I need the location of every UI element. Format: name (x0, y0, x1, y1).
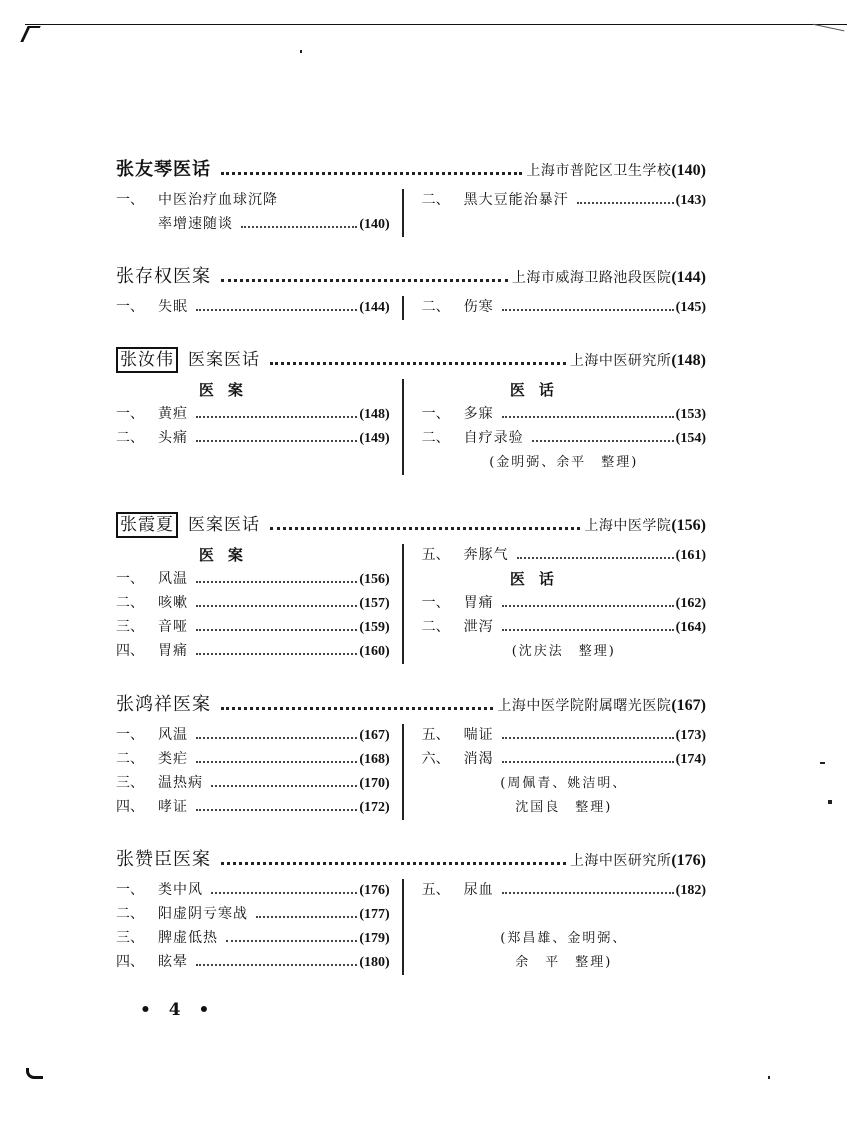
toc-item[interactable] (422, 296, 706, 320)
toc-item[interactable] (116, 724, 390, 748)
left-column (116, 879, 404, 975)
item-title: 率增速随谈 (158, 216, 233, 232)
dot-leader (502, 416, 674, 418)
institution: 上海中医研究所 (569, 353, 672, 369)
right-column (404, 296, 706, 320)
item-title: 温热病 (158, 775, 203, 791)
item-title: 脾虚低热 (158, 930, 218, 946)
item-number: 一、 (116, 192, 144, 208)
toc-item[interactable] (116, 879, 390, 903)
dot-leader (517, 557, 674, 559)
item-page-ref: (170) (359, 776, 390, 791)
page-ref: (156) (671, 517, 706, 534)
item-title: 中医治疗血球沉降 (158, 192, 278, 208)
item-title: 尿血 (463, 882, 494, 898)
item-title: 泄泻 (463, 619, 494, 635)
right-column (404, 379, 706, 475)
item-page-ref: (160) (359, 644, 390, 659)
toc-item[interactable] (116, 927, 390, 951)
right-column (404, 724, 706, 820)
item-number: 二、 (421, 192, 450, 208)
institution: 上海中医学院附属曙光医院 (497, 698, 672, 714)
dot-leader (270, 527, 580, 530)
author-name: 张赞臣医案 (116, 849, 211, 870)
institution: 上海市威海卫路池段医院 (511, 270, 672, 286)
item-page-ref: (180) (359, 955, 390, 970)
item-number: 一、 (116, 299, 144, 315)
entry-columns (116, 544, 706, 664)
item-title: 喘证 (463, 727, 494, 743)
toc-entry (116, 262, 706, 320)
page-ref: (167) (671, 697, 706, 714)
dot-leader (532, 440, 674, 442)
item-page-ref: (182) (675, 883, 706, 898)
institution: 上海中医研究所 (569, 853, 672, 869)
item-number: 三、 (116, 775, 144, 791)
item-title: 咳嗽 (158, 595, 188, 611)
scan-top-rule (25, 24, 847, 25)
institution: 上海市普陀区卫生学校 (526, 163, 672, 179)
toc-item[interactable] (116, 403, 390, 427)
item-number: 一、 (116, 406, 144, 422)
dot-leader (196, 309, 357, 311)
page-ref: (148) (671, 352, 706, 369)
institution: 上海中医学院 (584, 518, 672, 534)
dot-leader (502, 892, 674, 894)
item-title: 风温 (158, 727, 188, 743)
item-page-ref: (176) (359, 883, 390, 898)
item-title: 风温 (158, 571, 188, 587)
item-page-ref: (144) (359, 300, 390, 315)
left-column (116, 189, 404, 237)
toc-item[interactable] (422, 403, 706, 427)
entry-columns (116, 379, 706, 475)
dot-leader (196, 629, 357, 631)
item-page-ref: (157) (359, 596, 390, 611)
section-heading: 医案 (198, 546, 257, 564)
toc-item[interactable] (116, 213, 390, 237)
item-page-ref: (143) (675, 193, 706, 208)
toc-item[interactable] (116, 189, 390, 213)
item-page-ref: (153) (675, 407, 706, 422)
toc-item[interactable] (422, 544, 706, 568)
dot-leader (577, 202, 674, 204)
item-page-ref: (167) (359, 728, 390, 743)
entry-heading[interactable] (116, 345, 706, 373)
left-column (116, 724, 404, 820)
dot-leader (502, 309, 674, 311)
item-number: 一、 (421, 406, 450, 422)
item-number: 二、 (116, 430, 144, 446)
toc-item[interactable] (116, 951, 390, 975)
item-number: 四、 (116, 643, 144, 659)
entry-type: 医案医话 (188, 350, 260, 370)
item-page-ref: (145) (675, 300, 706, 315)
item-page-ref: (156) (359, 572, 390, 587)
toc-entry (116, 345, 706, 475)
item-number: 六、 (421, 751, 450, 767)
editor-credit: (周佩青、姚洁明、 (500, 776, 628, 791)
item-title: 阳虚阴亏寒战 (158, 906, 248, 922)
item-number: 一、 (116, 571, 144, 587)
entry-columns (116, 724, 706, 820)
item-page-ref: (177) (359, 907, 390, 922)
item-number: 一、 (116, 727, 144, 743)
item-page-ref: (173) (675, 728, 706, 743)
dot-leader (196, 416, 357, 418)
toc-item[interactable] (422, 592, 706, 616)
item-title: 黄疸 (158, 406, 188, 422)
dot-leader (221, 862, 566, 865)
item-title: 类疟 (158, 751, 188, 767)
item-page-ref: (159) (359, 620, 390, 635)
dot-leader (502, 737, 674, 739)
editor-credit: 余 平 整理) (515, 955, 613, 970)
toc-item[interactable] (422, 879, 706, 903)
scan-corner-mark-bottom-left (26, 1068, 43, 1079)
editor-credit: 沈国良 整理) (515, 800, 613, 815)
item-page-ref: (154) (675, 431, 706, 446)
scan-speck (768, 1076, 770, 1079)
dot-leader (196, 964, 357, 966)
toc-item[interactable] (116, 748, 390, 772)
toc-entry (116, 155, 706, 237)
dot-leader (241, 226, 357, 228)
page-ref: (176) (671, 852, 706, 869)
item-page-ref: (161) (675, 548, 706, 563)
editor-credit: (沈庆法 整理) (511, 644, 616, 659)
scan-corner-mark-top-right (812, 24, 845, 38)
toc-item[interactable] (116, 796, 390, 820)
item-title: 伤寒 (463, 299, 494, 315)
item-number: 二、 (421, 299, 450, 315)
item-number: 二、 (421, 430, 450, 446)
dot-leader (196, 605, 357, 607)
dot-leader (256, 916, 357, 918)
item-number: 三、 (116, 930, 144, 946)
spacer (422, 903, 706, 927)
item-title: 胃痛 (158, 643, 188, 659)
item-number: 五、 (421, 727, 450, 743)
item-title: 音哑 (158, 619, 188, 635)
page-ref: (144) (671, 269, 706, 286)
entry-columns (116, 879, 706, 975)
toc-item[interactable] (422, 427, 706, 451)
item-page-ref: (162) (675, 596, 706, 611)
author-name: 张存权医案 (116, 266, 211, 287)
author-name: 张友琴医话 (116, 159, 211, 180)
item-title: 胃痛 (463, 595, 494, 611)
entry-type: 医案医话 (188, 515, 260, 535)
item-number: 五、 (421, 882, 450, 898)
author-name: 张鸿祥医案 (116, 694, 211, 715)
item-title: 多寐 (463, 406, 494, 422)
toc-item[interactable] (422, 189, 706, 213)
dot-leader (502, 629, 674, 631)
author-name: 张汝伟 (116, 347, 178, 373)
dot-leader (196, 809, 357, 811)
item-page-ref: (179) (359, 931, 390, 946)
item-number: 二、 (116, 751, 144, 767)
entry-columns (116, 189, 706, 237)
item-title: 眩晕 (158, 954, 188, 970)
item-title: 自疗录验 (463, 430, 524, 446)
editor-credit: (金明弼、余平 整理) (489, 455, 639, 470)
author-name: 张霞夏 (116, 512, 178, 538)
entry-heading[interactable] (116, 510, 706, 538)
entry-columns (116, 296, 706, 320)
dot-leader (211, 892, 357, 894)
item-title: 哮证 (158, 799, 188, 815)
toc-item[interactable] (116, 592, 390, 616)
scan-speck (820, 762, 825, 764)
item-title: 消渴 (463, 751, 494, 767)
right-column (404, 544, 706, 664)
item-page-ref: (148) (359, 407, 390, 422)
toc-item[interactable] (422, 724, 706, 748)
dot-leader (221, 279, 508, 282)
dot-leader (502, 761, 674, 763)
dot-leader (196, 761, 357, 763)
toc-item[interactable] (116, 772, 390, 796)
dot-leader (196, 440, 357, 442)
item-title: 黑大豆能治暴汗 (463, 192, 569, 208)
dot-leader (502, 605, 674, 607)
item-page-ref: (172) (359, 800, 390, 815)
right-column (404, 189, 706, 237)
section-heading: 医案 (198, 381, 257, 399)
toc-entry (116, 690, 706, 820)
section-heading: 医话 (509, 570, 568, 588)
entry-heading[interactable] (116, 155, 706, 183)
item-page-ref: (164) (675, 620, 706, 635)
item-number: 五、 (421, 547, 450, 563)
toc-item[interactable] (116, 616, 390, 640)
toc-entry (116, 510, 706, 664)
item-number: 四、 (116, 799, 144, 815)
left-column (116, 296, 404, 320)
toc-item[interactable] (116, 427, 390, 451)
page-ref: (140) (671, 162, 706, 179)
item-number: 一、 (116, 882, 144, 898)
dot-leader (270, 362, 566, 365)
entry-heading[interactable] (116, 690, 706, 718)
page-number: • 4 • (140, 1000, 216, 1020)
toc-item[interactable] (116, 640, 390, 664)
item-number: 一、 (421, 595, 450, 611)
toc-item[interactable] (116, 568, 390, 592)
item-title: 类中风 (158, 882, 203, 898)
toc-item[interactable] (422, 748, 706, 772)
entry-heading[interactable] (116, 262, 706, 290)
editor-credit: (郑昌雄、金明弼、 (500, 931, 628, 946)
right-column (404, 879, 706, 975)
dot-leader (196, 581, 357, 583)
toc-item[interactable] (116, 903, 390, 927)
left-column (116, 544, 404, 664)
dot-leader (196, 737, 357, 739)
item-number: 三、 (116, 619, 144, 635)
item-title: 头痛 (158, 430, 188, 446)
section-heading: 医话 (509, 381, 568, 399)
item-page-ref: (149) (359, 431, 390, 446)
toc-entry (116, 845, 706, 975)
dot-leader (221, 172, 522, 175)
scan-speck (828, 800, 832, 804)
toc-item[interactable] (116, 296, 390, 320)
item-title: 失眠 (158, 299, 188, 315)
item-page-ref: (174) (675, 752, 706, 767)
item-number: 二、 (116, 906, 144, 922)
scan-speck (300, 50, 302, 53)
item-page-ref: (168) (359, 752, 390, 767)
item-title: 奔豚气 (463, 547, 509, 563)
entry-heading[interactable] (116, 845, 706, 873)
left-column (116, 379, 404, 475)
dot-leader (196, 653, 357, 655)
dot-leader (221, 707, 493, 710)
item-page-ref: (140) (359, 217, 390, 232)
item-number: 四、 (116, 954, 144, 970)
item-number: 二、 (116, 595, 144, 611)
scan-corner-mark-top-left (20, 26, 40, 42)
dot-leader (226, 940, 357, 942)
toc-item[interactable] (422, 616, 706, 640)
dot-leader (211, 785, 357, 787)
item-number: 二、 (421, 619, 450, 635)
